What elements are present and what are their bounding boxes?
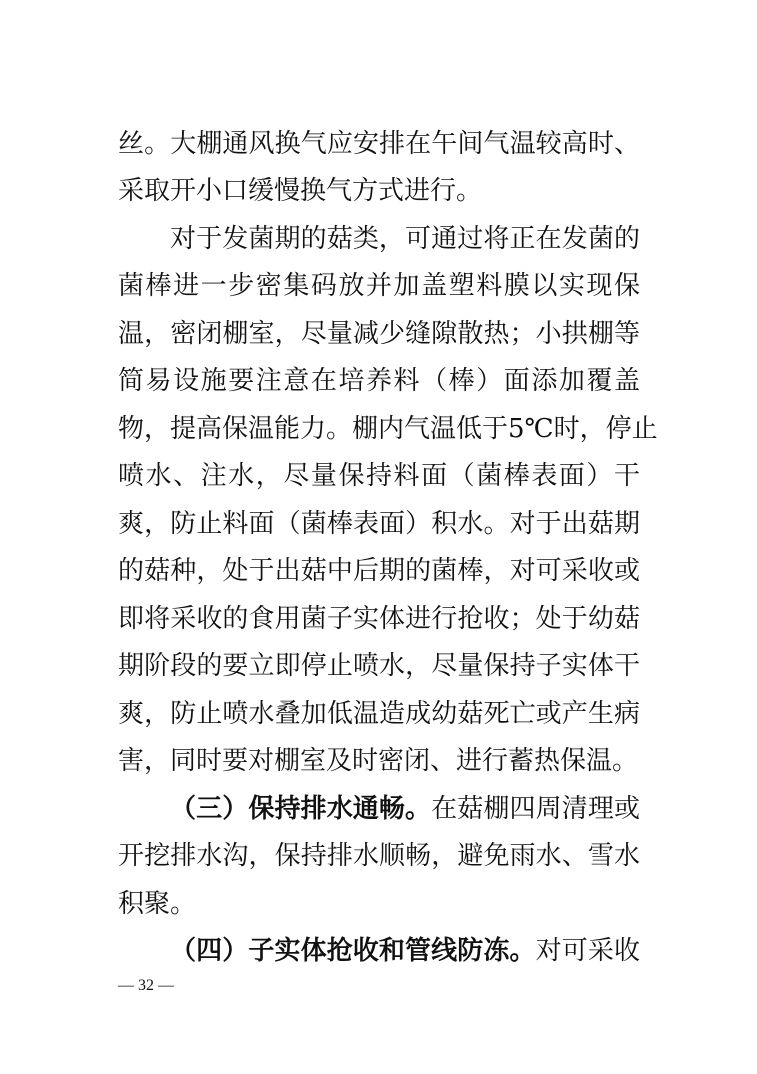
body-line-13: 爽，防止喷水叠加低温造成幼菇死亡或产生病 (118, 699, 640, 729)
body-line-2: 采取开小口缓慢换气方式进行。 (118, 176, 483, 206)
section-4-line-1 (170, 935, 640, 967)
section-4-text-1: 对可采收 (535, 936, 640, 966)
body-line-6: 简易设施要注意在培养料（棒）面添加覆盖 (118, 366, 640, 396)
body-line-10: 的菇种，处于出菇中后期的菌棒，对可采收或 (118, 556, 640, 586)
section-4-heading: （四）子实体抢收和管线防冻。 (170, 936, 536, 966)
body-line-14: 害，同时要对棚室及时密闭、进行蓄热保温。 (118, 746, 639, 776)
page-number: — 32 — (118, 977, 174, 994)
section-3-heading: （三）保持排水通畅。 (170, 794, 432, 824)
body-line-3: 对于发菌期的菇类，可通过将正在发菌的 (170, 224, 640, 254)
body-line-1: 丝。大棚通风换气应安排在午间气温较高时、 (118, 129, 640, 159)
section-3-line-2: 开挖排水沟，保持排水顺畅，避免雨水、雪水 (118, 841, 640, 871)
body-line-4: 菌棒进一步密集码放并加盖塑料膜以实现保 (118, 271, 640, 301)
body-line-11: 即将采收的食用菌子实体进行抢收；处于幼菇 (118, 604, 640, 634)
body-line-12: 期阶段的要立即停止喷水，尽量保持子实体干 (118, 651, 640, 681)
section-3-line-3: 积聚。 (118, 889, 197, 919)
body-line-5: 温，密闭棚室，尽量减少缝隙散热；小拱棚等 (118, 319, 640, 349)
body-line-7: 物，提高保温能力。棚内气温低于5℃时，停止 (118, 414, 658, 444)
body-line-9: 爽，防止料面（菌棒表面）积水。对于出菇期 (118, 509, 640, 539)
section-3-line-1 (170, 793, 640, 825)
section-3-text-1: 在菇棚四周清理或 (431, 794, 640, 824)
body-line-8: 喷水、注水，尽量保持料面（菌棒表面）干 (118, 461, 640, 491)
